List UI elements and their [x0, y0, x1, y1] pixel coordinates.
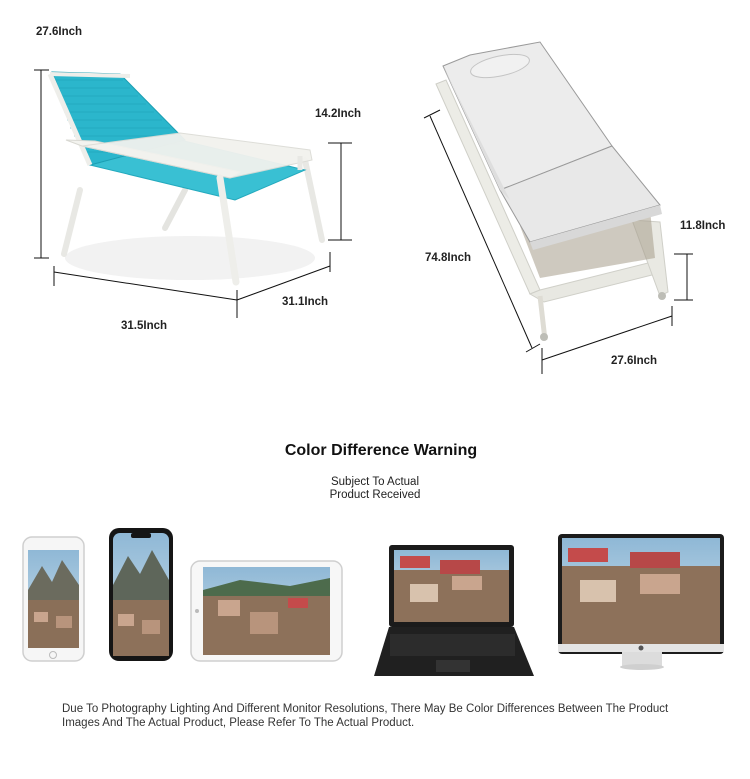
desktop-monitor-device	[558, 534, 724, 670]
chair-width-label: 31.5Inch	[121, 320, 168, 332]
color-warning-subtitle	[275, 476, 475, 502]
subtitle-line-1: Subject To Actual	[330, 476, 419, 488]
color-warning-title: Color Difference Warning	[284, 442, 478, 459]
phone-black-device	[109, 528, 173, 661]
rope-chair-image	[50, 72, 322, 282]
tablet-device	[191, 561, 342, 661]
chair-seat-height-label: 14.2Inch	[315, 108, 362, 120]
chair-height-label: 27.6Inch	[36, 26, 83, 38]
color-warning-note	[62, 703, 712, 730]
subtitle-line-2: Product Received	[329, 489, 421, 501]
laptop-device	[374, 545, 534, 676]
note-line-2: Images And The Actual Product, Please Refer To The Actual Product.	[62, 716, 415, 729]
sun-lounger-image	[436, 42, 668, 341]
chair-depth-label: 31.1Inch	[282, 296, 329, 308]
phone-white-device	[23, 537, 84, 661]
lounger-width-label: 27.6Inch	[611, 355, 658, 367]
lounger-seat-height-label: 11.8Inch	[680, 220, 726, 232]
lounger-length-label: 74.8Inch	[425, 252, 472, 264]
note-line-1: Due To Photography Lighting And Different Monitor Resolutions, There May Be Color Differences Between The Product	[62, 703, 669, 715]
